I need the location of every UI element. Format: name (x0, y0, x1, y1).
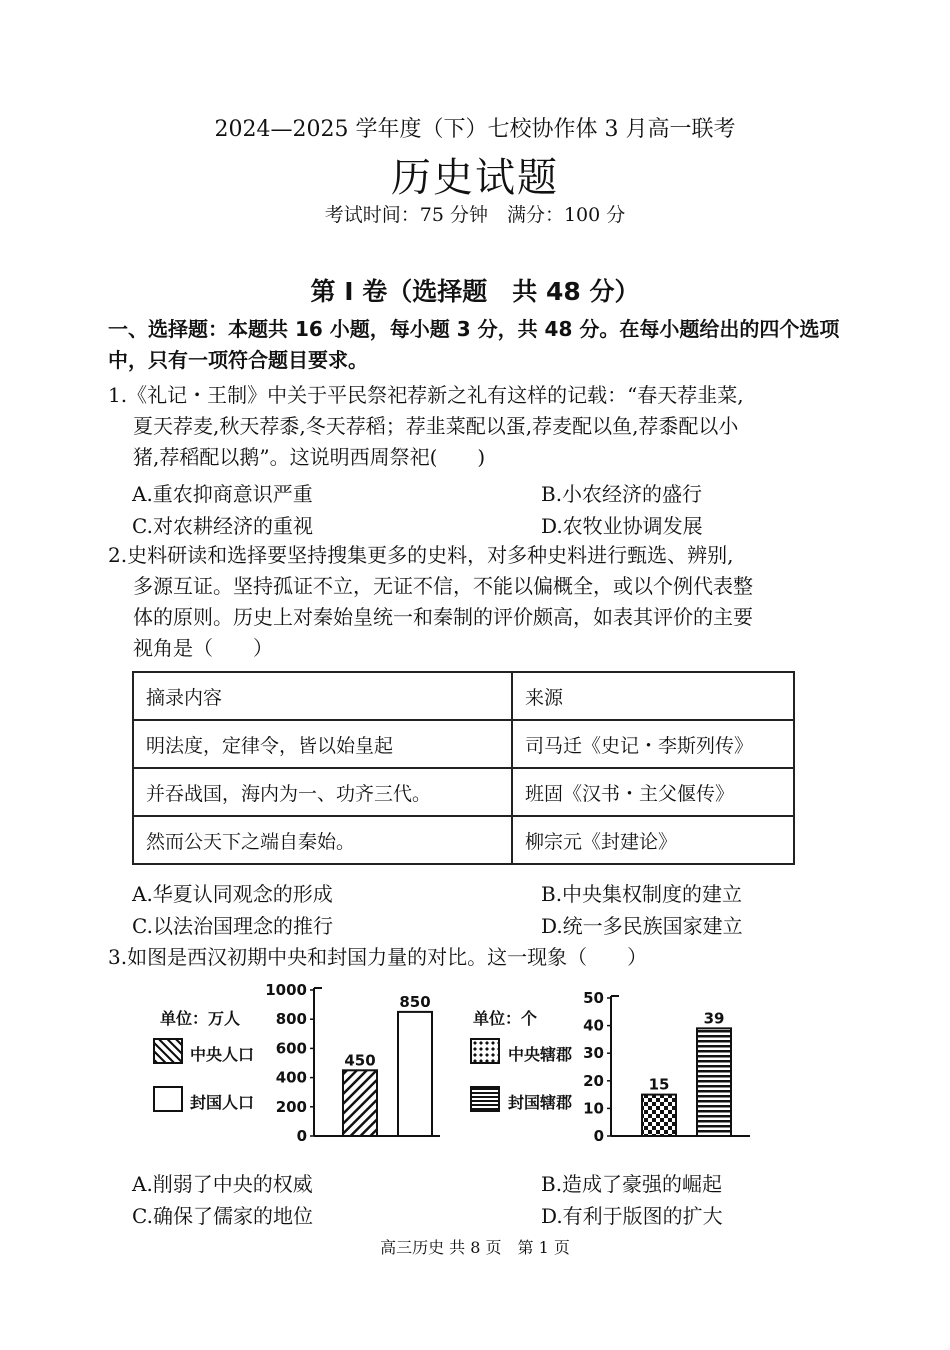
q1-option-b[interactable]: B.小农经济的盛行 (541, 482, 703, 506)
table-header-cell: 摘录内容 (133, 672, 512, 720)
table-header-cell: 来源 (512, 672, 794, 720)
bar-charts (0, 970, 950, 1150)
q2-option-b[interactable]: B.中央集权制度的建立 (541, 882, 743, 906)
q1-line-3: 猪,荐稻配以鹅”。这说明西周祭祀( ) (133, 445, 486, 469)
bar (343, 1070, 377, 1136)
y-tick-label: 50 (583, 989, 604, 1007)
table-row (133, 768, 794, 816)
y-tick-label: 10 (583, 1099, 604, 1118)
q3-option-b[interactable]: B.造成了豪强的崛起 (541, 1172, 723, 1196)
source-table (132, 671, 795, 865)
q1-line-1: 1.《礼记・王制》中关于平民祭祀荐新之礼有这样的记载：“春天荐韭菜, (108, 383, 744, 407)
chart1-legend-fief: 封国人口 (190, 1093, 255, 1112)
y-tick-label: 30 (583, 1044, 604, 1063)
instructions: 一、选择题：本题共 16 小题，每小题 3 分，共 48 分。在每小题给出的四个选项中，只有一项符合题目要求。 (108, 317, 840, 372)
y-tick-label: 1000 (265, 981, 307, 999)
y-tick-label: 400 (275, 1068, 307, 1087)
y-tick-label: 0 (593, 1127, 604, 1145)
table-cell: 班固《汉书・主父偃传》 (512, 768, 794, 816)
bar-value-label: 850 (399, 992, 431, 1011)
q2-line-2: 多源互证。坚持孤证不立，无证不信，不能以偏概全，或以个例代表整 (133, 574, 753, 598)
exam-title: 历史试题 (391, 155, 559, 201)
chart1-legend-central: 中央人口 (190, 1045, 255, 1064)
bar (398, 1012, 432, 1136)
exam-header: 2024—2025 学年度（下）七校协作体 3 月高一联考 (214, 117, 736, 142)
bar-value-label: 450 (344, 1051, 376, 1070)
q2-option-a[interactable]: A.华夏认同观念的形成 (132, 882, 333, 906)
question-2 (108, 540, 848, 664)
chart1-unit-label: 单位：万人 (160, 1009, 241, 1028)
chart2-unit-label: 单位：个 (473, 1009, 538, 1028)
table-cell: 司马迁《史记・李斯列传》 (512, 720, 794, 768)
q2-option-c[interactable]: C.以法治国理念的推行 (132, 914, 333, 938)
y-tick-label: 20 (583, 1071, 604, 1090)
q2-line-3: 体的原则。历史上对秦始皇统一和秦制的评价颇高，如表其评价的主要 (133, 605, 753, 629)
q1-option-d[interactable]: D.农牧业协调发展 (541, 514, 703, 538)
q3-option-a[interactable]: A.削弱了中央的权威 (132, 1172, 313, 1196)
q1-option-c[interactable]: C.对农耕经济的重视 (132, 514, 313, 538)
table-header-row (133, 672, 794, 720)
chart2-legend-fief: 封国辖郡 (508, 1093, 573, 1112)
y-tick-label: 40 (583, 1016, 604, 1035)
bar-value-label: 39 (703, 1009, 725, 1028)
table-cell: 然而公天下之端自秦始。 (133, 816, 512, 864)
q2-line-4: 视角是（ ） (133, 636, 273, 660)
table-row (133, 720, 794, 768)
bar-value-label: 15 (648, 1075, 670, 1094)
q3-option-c[interactable]: C.确保了儒家的地位 (132, 1204, 313, 1228)
exam-info: 考试时间：75 分钟 满分：100 分 (324, 204, 626, 226)
table-cell: 明法度，定律令，皆以始皇起 (133, 720, 512, 768)
commandery-chart (583, 989, 750, 1145)
bar (697, 1028, 731, 1136)
y-tick-label: 200 (275, 1097, 307, 1116)
y-tick-label: 0 (296, 1127, 307, 1145)
y-tick-label: 800 (275, 1010, 307, 1029)
q3-stem: 3.如图是西汉初期中央和封国力量的对比。这一现象（ ） (108, 945, 648, 969)
table-row (133, 816, 794, 864)
table-cell: 并吞战国，海内为一、功齐三代。 (133, 768, 512, 816)
table-cell: 柳宗元《封建论》 (512, 816, 794, 864)
page-footer: 高三历史 共 8 页 第 1 页 (380, 1238, 570, 1257)
section-title: 第 I 卷（选择题 共 48 分） (310, 277, 640, 306)
bar (642, 1095, 676, 1136)
q1-line-2: 夏天荐麦,秋天荐黍,冬天荐稻；荐韭菜配以蛋,荐麦配以鱼,荐黍配以小 (133, 414, 739, 438)
chart2-legend-central: 中央辖郡 (508, 1045, 573, 1064)
population-chart (265, 981, 440, 1145)
q3-option-d[interactable]: D.有利于版图的扩大 (541, 1204, 723, 1228)
y-tick-label: 600 (275, 1039, 307, 1058)
q2-option-d[interactable]: D.统一多民族国家建立 (541, 914, 743, 938)
q2-line-1: 2.史料研读和选择要坚持搜集更多的史料，对多种史料进行甄选、辨别, (108, 543, 734, 567)
q1-option-a[interactable]: A.重农抑商意识严重 (132, 482, 313, 506)
question-1 (108, 380, 848, 473)
